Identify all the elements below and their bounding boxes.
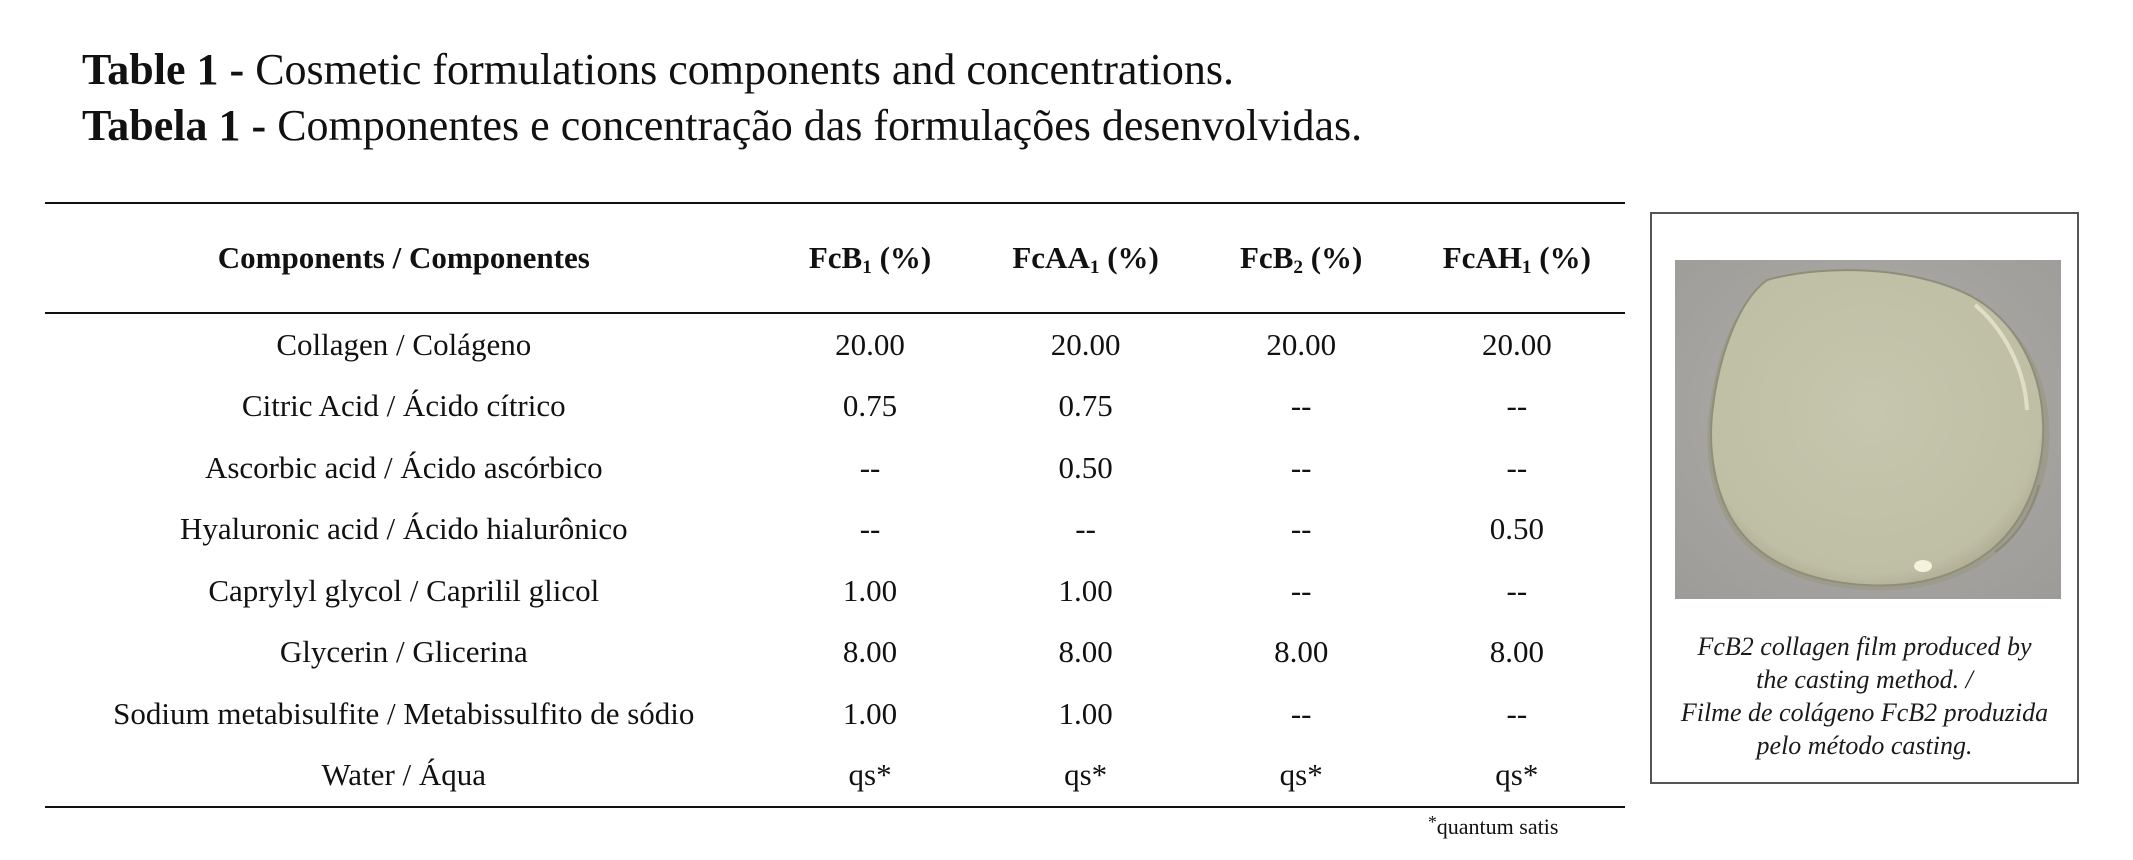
value-cell: -- — [1290, 695, 1312, 731]
caption-line: FcB2 collagen film produced by — [1697, 632, 2032, 661]
component-cell: Caprylyl glycol / Caprilil glicol — [208, 572, 600, 608]
value-cell: -- — [1290, 449, 1312, 485]
footnote-mark: * — [1428, 811, 1437, 832]
component-cell: Glycerin / Glicerina — [279, 634, 528, 670]
footnote — [1428, 811, 1559, 840]
value-cell: 8.00 — [1058, 634, 1113, 670]
title-english — [82, 42, 1362, 98]
value-cell: -- — [1506, 695, 1528, 731]
value-cell: -- — [859, 449, 881, 485]
value-cell: 0.75 — [1058, 388, 1113, 424]
table-row — [45, 622, 1625, 684]
title-portuguese-text: Componentes e concentração das formulações desenvolvidas. — [277, 101, 1363, 150]
component-cell: Water / Áqua — [321, 757, 487, 793]
value-cell: 20.00 — [835, 326, 905, 362]
value-cell: -- — [1075, 511, 1096, 547]
value-cell: -- — [1506, 572, 1528, 608]
table-row — [45, 745, 1625, 808]
footnote-text: quantum satis — [1436, 814, 1559, 839]
component-cell: Hyaluronic acid / Ácido hialurônico — [179, 511, 628, 547]
header-fcb2: FcB$_2$ (%) — [1240, 240, 1363, 278]
value-cell: 8.00 — [1489, 634, 1544, 670]
value-cell: 8.00 — [842, 634, 898, 670]
figure-caption — [1656, 630, 2073, 762]
collagen-film-photo — [1675, 260, 2061, 599]
value-cell: -- — [1290, 572, 1312, 608]
caption-line: pelo método casting. — [1756, 731, 1973, 760]
value-cell: qs* — [848, 757, 892, 793]
value-cell: 1.00 — [842, 572, 898, 608]
title-english-text: Cosmetic formulations components and concentrations. — [255, 45, 1234, 94]
component-cell: Citric Acid / Ácido cítrico — [241, 388, 566, 424]
value-cell: qs* — [1064, 757, 1108, 793]
component-cell: Collagen / Colágeno — [276, 326, 532, 362]
film-glare — [1914, 560, 1932, 572]
figure-box — [1650, 212, 2079, 784]
value-cell: qs* — [1279, 757, 1323, 793]
value-cell: 20.00 — [1050, 326, 1121, 362]
table-title — [82, 42, 1362, 154]
title-portuguese-label: Tabela 1 - — [82, 101, 278, 150]
component-cell: Sodium metabisulfite / Metabissulfito de sódio — [113, 695, 695, 731]
value-cell: 1.00 — [1058, 695, 1113, 731]
value-cell: -- — [1506, 388, 1528, 424]
table-row — [45, 437, 1625, 499]
formulation-table-container — [45, 202, 1625, 808]
caption-line: Filme de colágeno FcB2 produzida — [1680, 698, 2049, 727]
title-portuguese — [82, 98, 1362, 154]
value-cell: 20.00 — [1481, 326, 1552, 362]
value-cell: 0.75 — [842, 388, 898, 424]
table-row — [45, 560, 1625, 622]
value-cell: 20.00 — [1266, 326, 1337, 362]
formulation-table — [45, 202, 1625, 808]
caption-line: the casting method. / — [1756, 665, 1973, 694]
collagen-film — [1711, 270, 2043, 585]
value-cell: 1.00 — [842, 695, 898, 731]
table-row — [45, 499, 1625, 561]
table-row — [45, 376, 1625, 438]
header-fcaa1: FcAA$_1$ (%) — [1012, 240, 1159, 278]
table-header-row — [45, 203, 1625, 313]
value-cell: 0.50 — [1489, 511, 1544, 547]
component-cell: Ascorbic acid / Ácido ascórbico — [204, 449, 603, 485]
header-fcah1: FcAH$_1$ (%) — [1442, 240, 1591, 278]
value-cell: -- — [1506, 449, 1528, 485]
table-row — [45, 313, 1625, 376]
value-cell: qs* — [1495, 757, 1539, 793]
table-row — [45, 683, 1625, 745]
value-cell: 8.00 — [1274, 634, 1329, 670]
table-body — [45, 313, 1625, 807]
value-cell: -- — [1290, 511, 1312, 547]
value-cell: 1.00 — [1058, 572, 1113, 608]
value-cell: -- — [859, 511, 881, 547]
title-english-label: Table 1 - — [82, 45, 256, 94]
value-cell: 0.50 — [1058, 449, 1113, 485]
header-fcb1: FcB$_1$ (%) — [808, 240, 932, 278]
header-components: Components / Componentes — [217, 240, 590, 275]
value-cell: -- — [1290, 388, 1312, 424]
